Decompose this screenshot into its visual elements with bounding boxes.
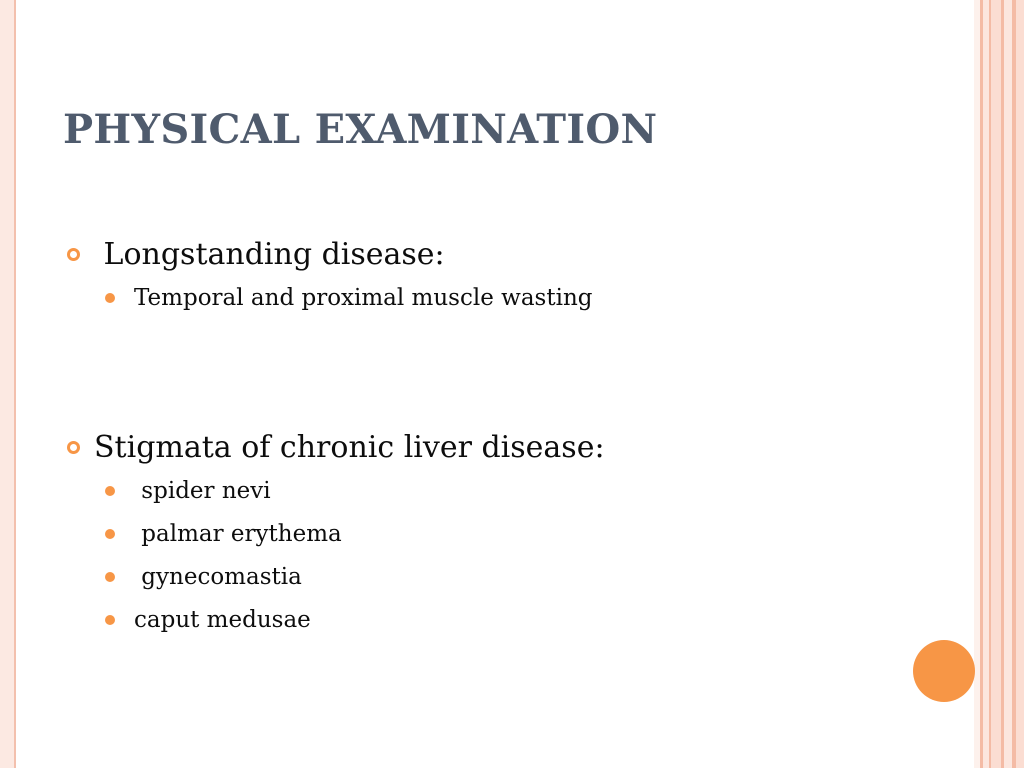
list-item <box>62 512 605 555</box>
left-frame-border <box>0 0 16 768</box>
heading-text: Longstanding disease: <box>94 236 445 272</box>
slide-content <box>62 232 605 641</box>
item-text: gynecomastia <box>134 563 302 590</box>
dot-bullet-icon <box>105 615 115 625</box>
dot-bullet-icon <box>105 293 115 303</box>
item-text: caput medusae <box>134 606 311 633</box>
item-text: spider nevi <box>134 477 271 504</box>
section-stigmata <box>62 425 605 641</box>
slide-title: PHYSICAL EXAMINATION <box>63 106 658 153</box>
accent-circle <box>913 640 975 702</box>
dot-bullet-icon <box>105 529 115 539</box>
ring-bullet-icon <box>67 441 80 454</box>
section-heading <box>62 425 605 469</box>
section-longstanding <box>62 232 605 319</box>
list-item <box>62 598 605 641</box>
heading-text: Stigmata of chronic liver disease: <box>94 429 605 465</box>
right-frame-stripes <box>974 0 1024 768</box>
section-heading <box>62 232 605 276</box>
item-text: palmar erythema <box>134 520 342 547</box>
list-item <box>62 276 605 319</box>
list-item <box>62 469 605 512</box>
item-text: Temporal and proximal muscle wasting <box>134 284 593 311</box>
list-item <box>62 555 605 598</box>
ring-bullet-icon <box>67 248 80 261</box>
dot-bullet-icon <box>105 486 115 496</box>
dot-bullet-icon <box>105 572 115 582</box>
